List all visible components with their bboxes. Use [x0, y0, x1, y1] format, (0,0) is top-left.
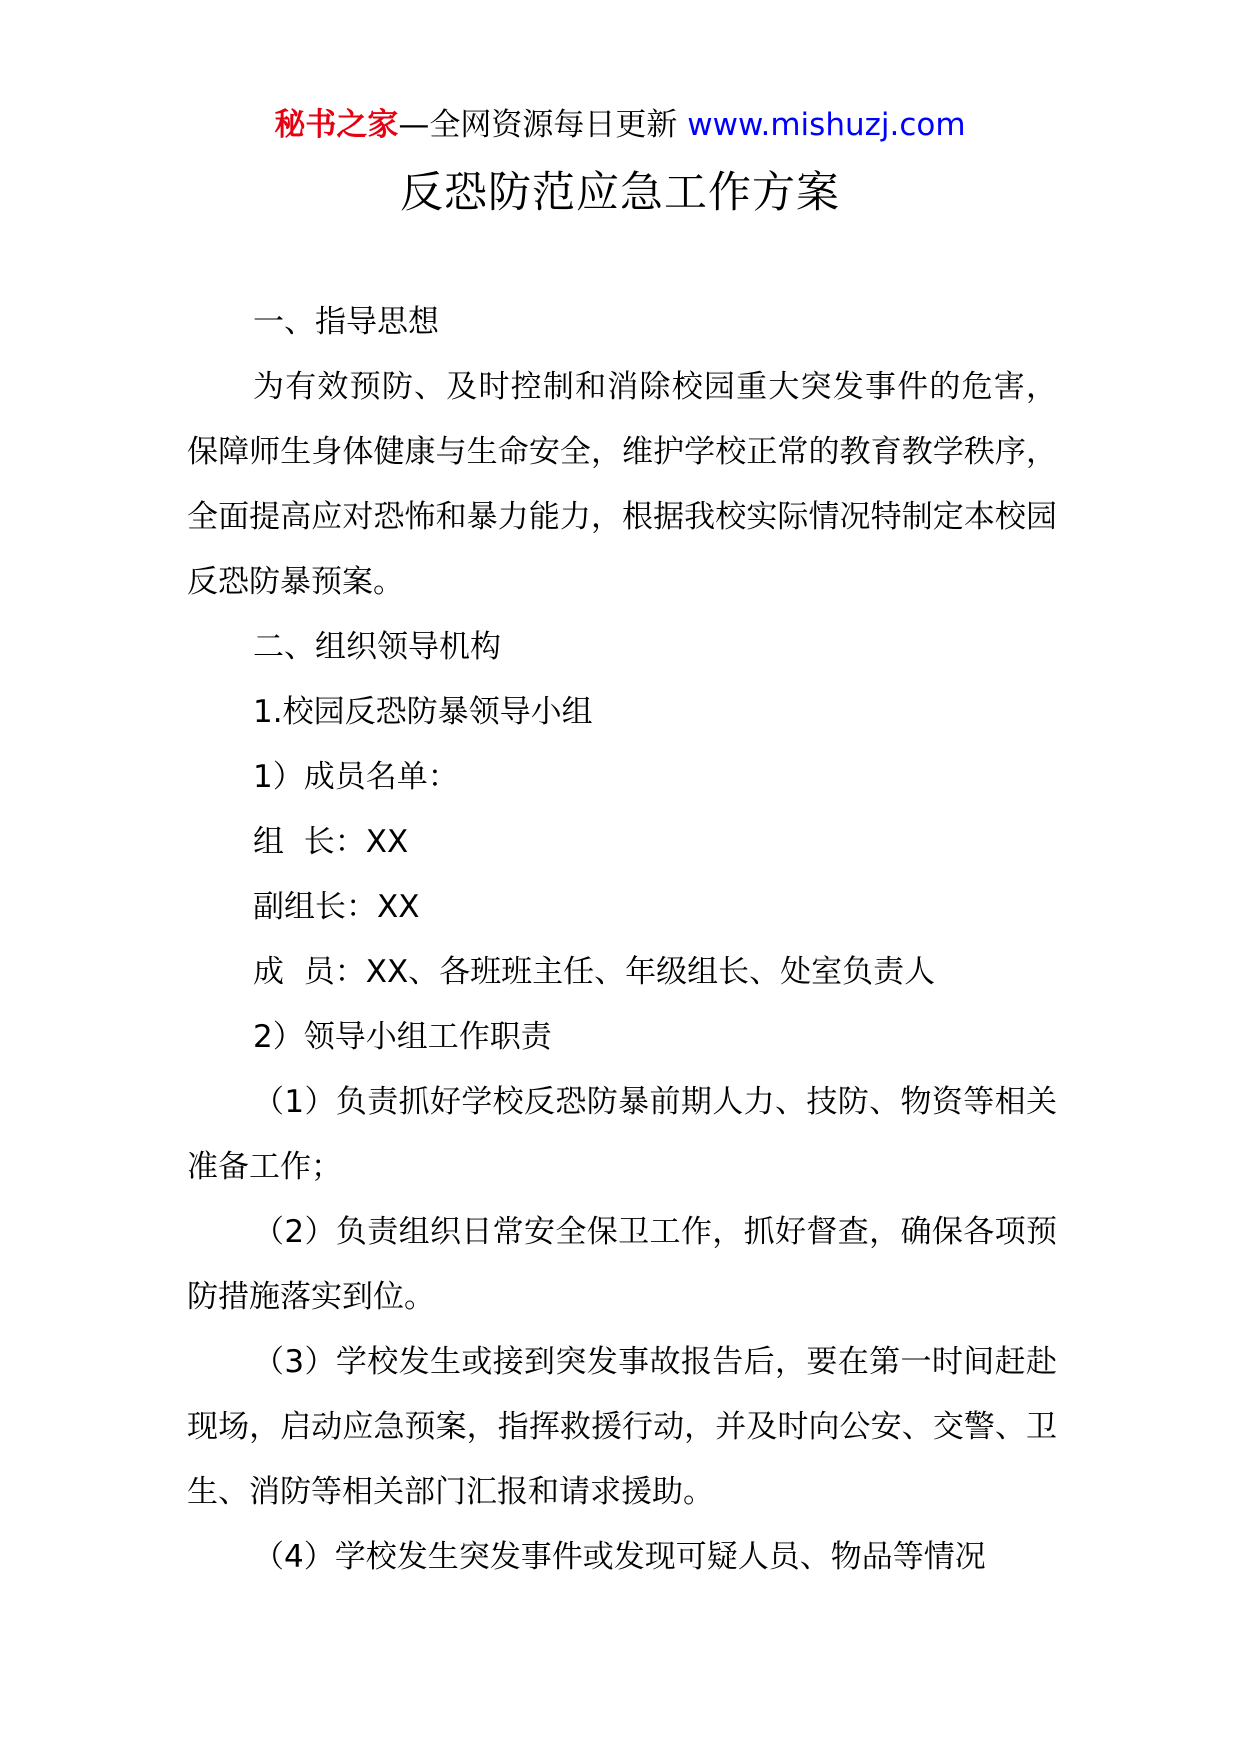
member-deputy-leader: 副组长：XX	[253, 889, 420, 925]
header-tagline: —全网资源每日更新	[398, 107, 688, 143]
duty-item-3: （3）学校发生或接到突发事故报告后，要在第一时间赶赴现场，启动应急预案，指挥救援行动，并及时向公安、交警、卫生、消防等相关部门汇报和请求援助。	[187, 1344, 1057, 1510]
member-leader: 组 长：XX	[253, 824, 409, 860]
list-heading-members: 1）成员名单：	[253, 759, 459, 795]
duty-item-2: （2）负责组织日常安全保卫工作，抓好督查，确保各项预防措施落实到位。	[187, 1214, 1057, 1315]
document-body	[187, 290, 1057, 1590]
section-heading-organization: 二、组织领导机构	[253, 629, 501, 665]
brand-name: 秘书之家	[274, 107, 399, 143]
site-url-link[interactable]: www.mishuzj.com	[687, 107, 966, 143]
document-title: 反恐防范应急工作方案	[400, 168, 840, 218]
duty-item-1: （1）负责抓好学校反恐防暴前期人力、技防、物资等相关准备工作；	[187, 1084, 1057, 1185]
duty-item-4: （4）学校发生突发事件或发现可疑人员、物品等情况	[253, 1539, 986, 1575]
list-heading-duties: 2）领导小组工作职责	[253, 1019, 552, 1055]
section-heading-guiding-principle: 一、指导思想	[253, 304, 439, 340]
paragraph-purpose: 为有效预防、及时控制和消除校园重大突发事件的危害，保障师生身体健康与生命安全，维护学校正常的教育教学秩序，全面提高应对恐怖和暴力能力，根据我校实际情况特制定本校园反恐防暴预案。	[187, 369, 1057, 600]
member-members: 成 员：XX、各班班主任、年级组长、处室负责人	[253, 954, 936, 990]
subsection-heading-leadership-group: 1.校园反恐防暴领导小组	[253, 694, 593, 730]
site-header	[0, 103, 1240, 147]
